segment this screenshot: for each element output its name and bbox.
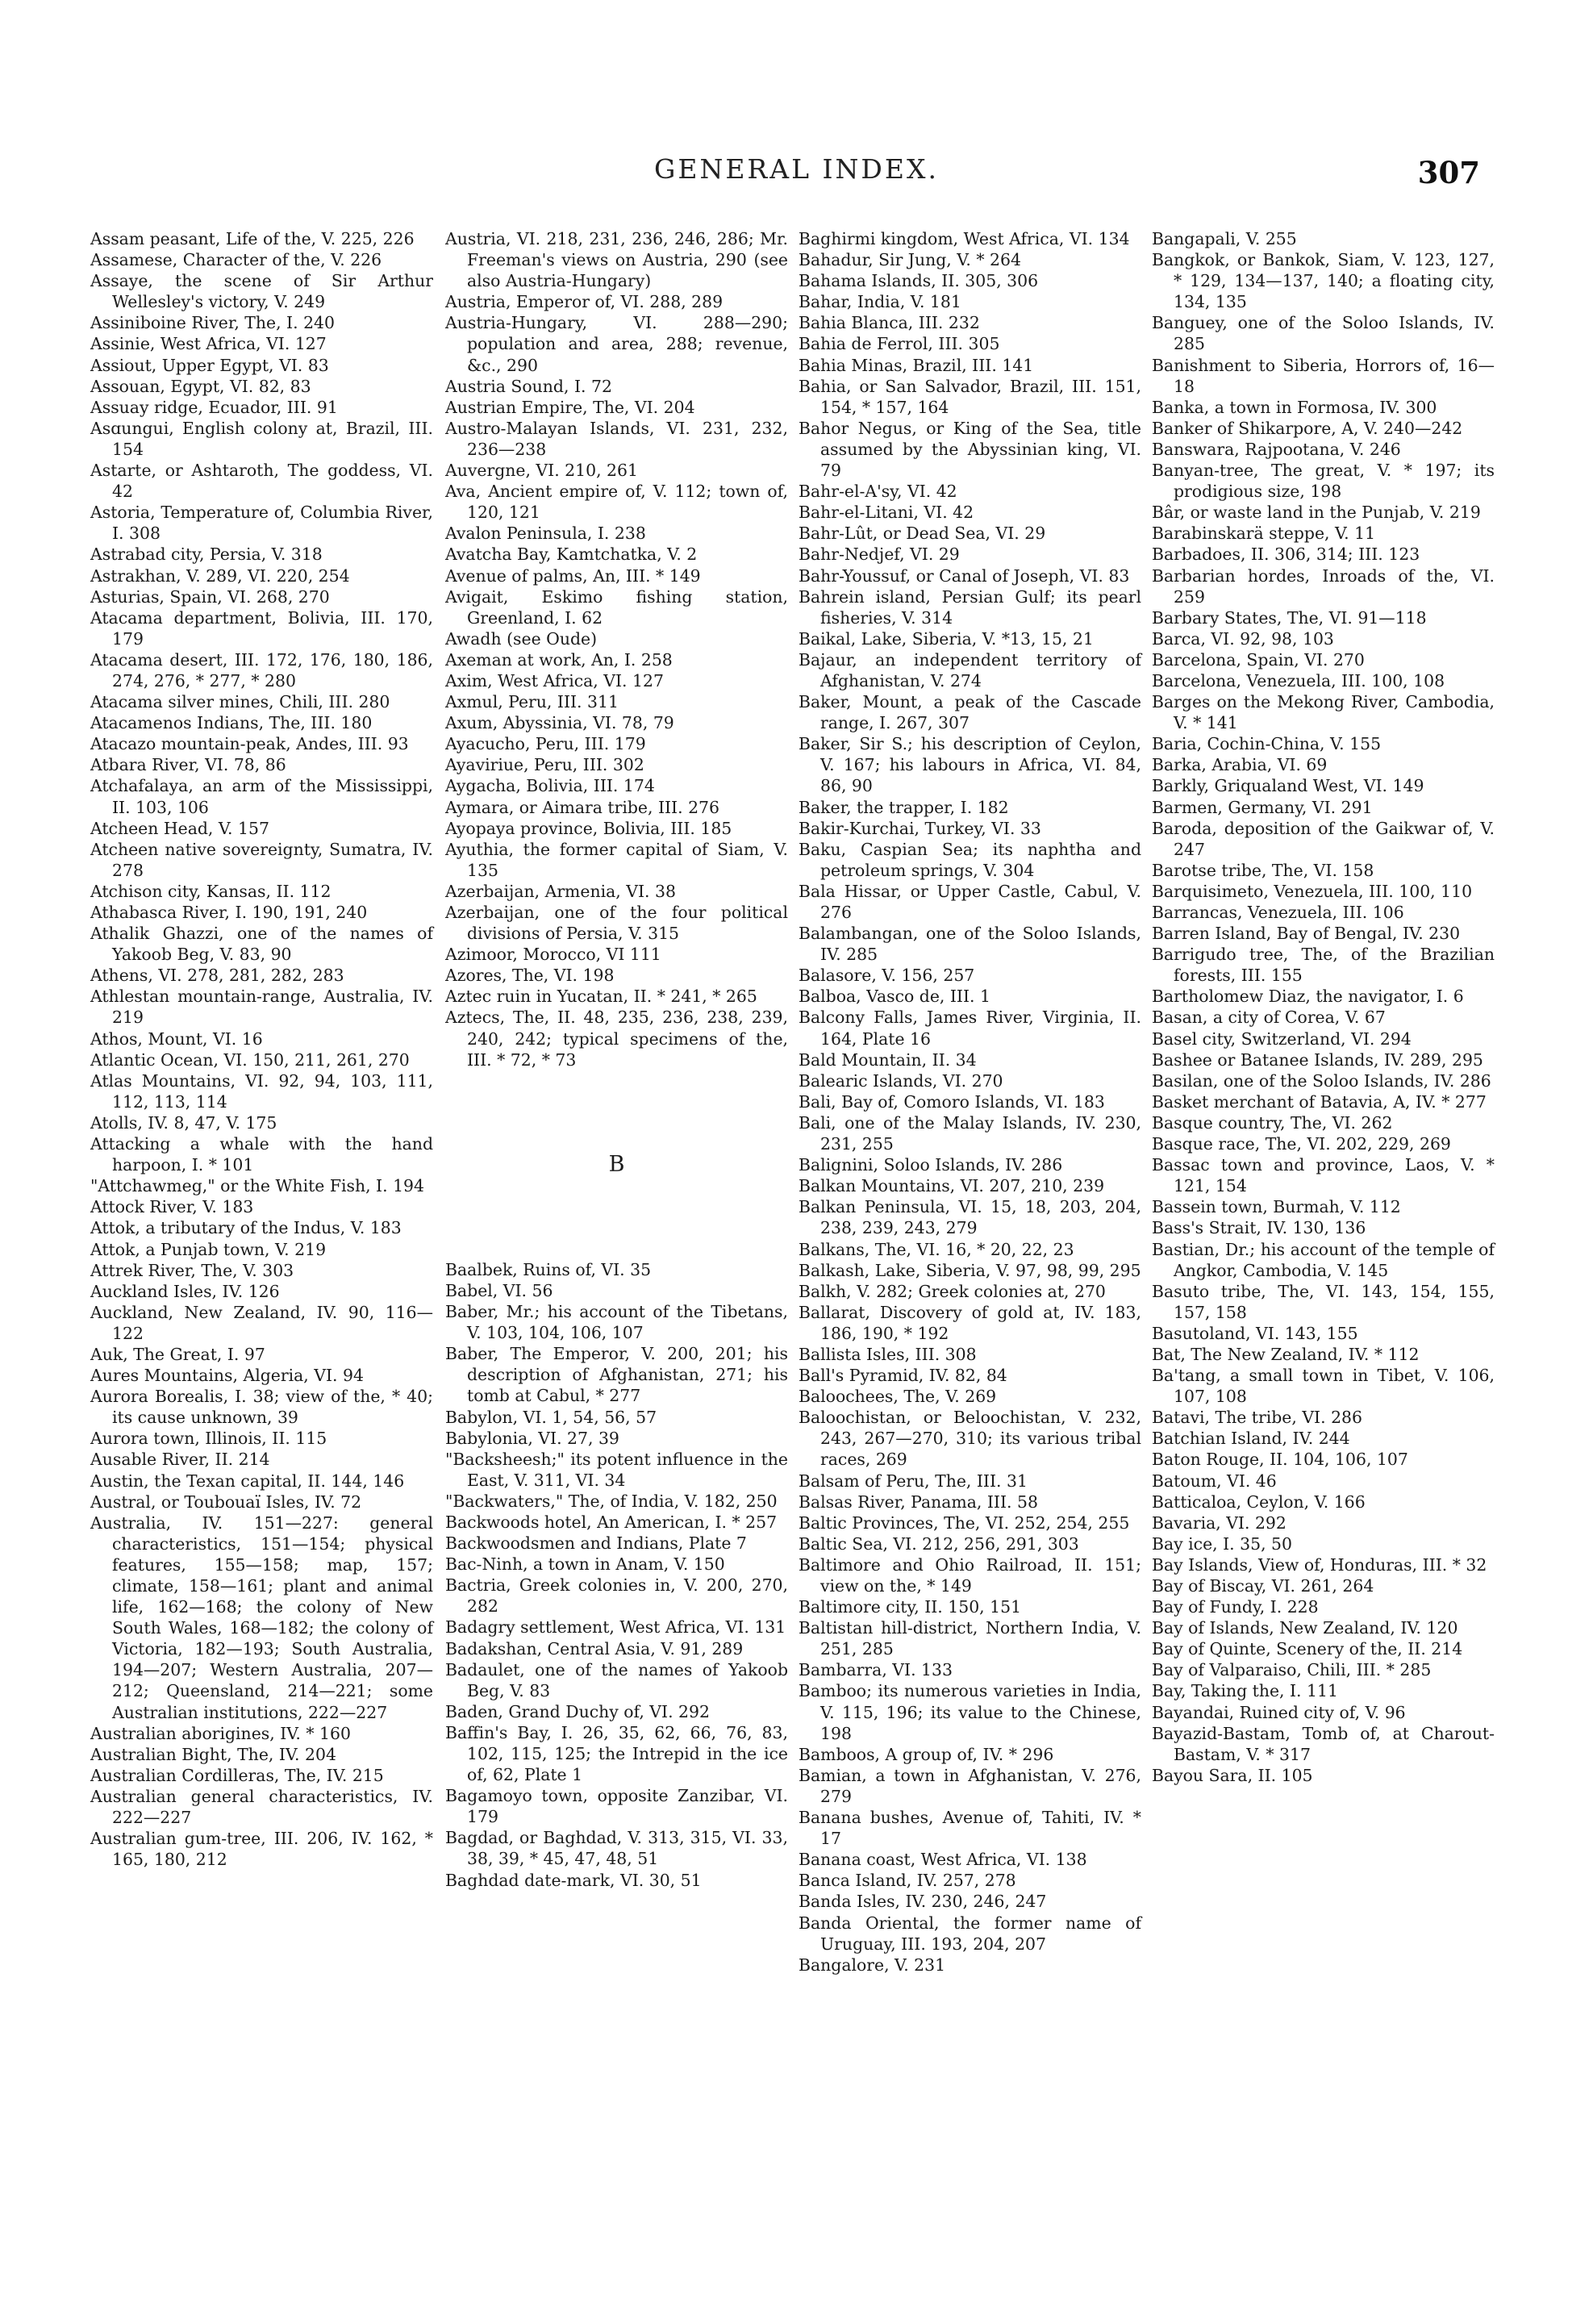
index-entry: Attok, a Punjab town, V. 219 — [90, 1239, 327, 1259]
index-entry: Bay of Quinte, Scenery of the, II. 214 — [1152, 1639, 1463, 1659]
index-entry: Balkash, Lake, Siberia, V. 97, 98, 99, 295 — [799, 1260, 1141, 1280]
index-entry: Barrigudo tree, The, of the Brazilian forests, III. 155 — [1152, 945, 1495, 986]
index-entry: Bassein town, Burmah, V. 112 — [1152, 1197, 1401, 1217]
index-entry: Attok, a tributary of the Indus, V. 183 — [90, 1218, 402, 1238]
index-column-3 — [799, 228, 1141, 1976]
index-entry: Baker, the trapper, I. 182 — [799, 797, 1009, 817]
index-entry: Atcheen Head, V. 157 — [90, 818, 269, 838]
index-entry: Bay of Islands, New Zealand, IV. 120 — [1152, 1618, 1458, 1638]
index-entry: Barbary States, The, VI. 91—118 — [1152, 607, 1427, 628]
index-entry: Baton Rouge, II. 104, 106, 107 — [1152, 1450, 1408, 1470]
index-entry: Astarte, or Ashtaroth, The goddess, VI. 42 — [90, 461, 433, 502]
index-entry: Austrian Empire, The, VI. 204 — [445, 397, 695, 417]
index-entry: Bay ice, I. 35, 50 — [1152, 1533, 1292, 1554]
index-entry: Bald Mountain, II. 34 — [799, 1049, 977, 1070]
index-entry: Ba'tang, a small town in Tibet, V. 106, 107, 108 — [1152, 1366, 1495, 1407]
index-entry: Axim, West Africa, VI. 127 — [445, 670, 664, 691]
index-entry: Babylonia, VI. 27, 39 — [445, 1428, 619, 1448]
index-entry: Assamese, Character of the, V. 226 — [90, 250, 382, 270]
index-entry: Bangalore, V. 231 — [799, 1955, 946, 1975]
index-entry: Balkans, The, VI. 16, * 20, 22, 23 — [799, 1239, 1074, 1259]
index-entry: Bay, Taking the, I. 111 — [1152, 1681, 1338, 1701]
index-entry: Basutoland, VI. 143, 155 — [1152, 1323, 1358, 1343]
index-entry: Astrabad city, Persia, V. 318 — [90, 544, 323, 565]
index-entry: Balsas River, Panama, III. 58 — [799, 1492, 1038, 1512]
index-entry: Astoria, Temperature of, Columbia River, I. 308 — [90, 503, 433, 544]
index-entry: Bavaria, VI. 292 — [1152, 1512, 1286, 1533]
index-entry: Balambangan, one of the Soloo Islands, IV. 285 — [799, 924, 1141, 965]
index-entry: Bamboo; its numerous varieties in India, V. 115, 196; its value to the Chinese, 198 — [799, 1681, 1141, 1743]
index-entry: Bangkok, or Bankok, Siam, V. 123, 127, * 129, 134—137, 140; a floating city, 134, 135 — [1152, 250, 1495, 312]
index-entry: Bahrein island, Persian Gulf; its pearl fisheries, V. 314 — [799, 586, 1141, 628]
index-entry: Barbarian hordes, Inroads of the, VI. 259 — [1152, 565, 1495, 607]
index-entry: Bahama Islands, II. 305, 306 — [799, 271, 1039, 291]
index-entry: Batoum, VI. 46 — [1152, 1471, 1277, 1491]
index-entry: Aurora town, Illinois, II. 115 — [90, 1429, 327, 1449]
index-entry: Baltic Sea, VI. 212, 256, 291, 303 — [799, 1533, 1079, 1554]
index-entry: Banda Isles, IV. 230, 246, 247 — [799, 1892, 1047, 1912]
index-entry: Bayazid-Bastam, Tomb of, at Charout-Bastam, V. * 317 — [1152, 1723, 1495, 1764]
index-entry: Asɑungui, English colony at, Brazil, III. 154 — [90, 418, 433, 459]
index-entry: Ayaviriue, Peru, III. 302 — [445, 755, 644, 775]
index-entry: Baku, Caspian Sea; its naphtha and petroleum springs, V. 304 — [799, 839, 1141, 880]
index-entry: Baghirmi kingdom, West Africa, VI. 134 — [799, 229, 1130, 248]
index-entry: Bayou Sara, II. 105 — [1152, 1765, 1313, 1785]
index-entry: Basket merchant of Batavia, A, IV. * 277 — [1152, 1091, 1487, 1112]
index-entry: Balearic Islands, VI. 270 — [799, 1070, 1003, 1091]
index-entry: Assiout, Upper Egypt, VI. 83 — [90, 355, 329, 375]
index-entry: Barcelona, Venezuela, III. 100, 108 — [1152, 670, 1445, 691]
index-entry: Baalbek, Ruins of, VI. 35 — [445, 1259, 652, 1279]
index-entry: Austria, Emperor of, VI. 288, 289 — [445, 292, 724, 312]
index-entry: Baltimore and Ohio Railroad, II. 151; view on the, * 149 — [799, 1554, 1141, 1596]
index-entry: Baltimore city, II. 150, 151 — [799, 1597, 1022, 1617]
index-entry: Batticaloa, Ceylon, V. 166 — [1152, 1492, 1366, 1512]
index-entry: Auckland, New Zealand, IV. 90, 116—122 — [90, 1302, 433, 1343]
index-entry: Balsam of Peru, The, III. 31 — [799, 1471, 1028, 1491]
index-entry: Bartholomew Diaz, the navigator, I. 6 — [1152, 987, 1464, 1007]
index-entry: Bahadur, Sir Jung, V. * 264 — [799, 250, 1021, 270]
index-entry: Bactria, Greek colonies in, V. 200, 270, 282 — [445, 1575, 788, 1617]
index-entry: Atchison city, Kansas, II. 112 — [90, 881, 332, 901]
index-entry: Bahr-el-Litani, VI. 42 — [799, 503, 974, 523]
index-entry: Azimoor, Morocco, VI 111 — [445, 945, 661, 965]
index-entry: Baden, Grand Duchy of, VI. 292 — [445, 1701, 710, 1721]
index-entry: Ball's Pyramid, IV. 82, 84 — [799, 1366, 1007, 1386]
index-entry: Australian Cordilleras, The, IV. 215 — [90, 1765, 384, 1785]
index-entry: Baker, Mount, a peak of the Cascade range, I. 267, 307 — [799, 692, 1141, 733]
index-entry: Bashee or Batanee Islands, IV. 289, 295 — [1152, 1049, 1483, 1070]
index-column-1 — [90, 228, 433, 1870]
index-entry: Balkan Mountains, VI. 207, 210, 239 — [799, 1176, 1105, 1196]
index-entry: Baber, Mr.; his account of the Tibetans, V. 103, 104, 106, 107 — [445, 1302, 788, 1343]
index-entry: Aures Mountains, Algeria, VI. 94 — [90, 1366, 364, 1386]
index-entry: Ballarat, Discovery of gold at, IV. 183, 186, 190, * 192 — [799, 1302, 1141, 1343]
index-entry: Azores, The, VI. 198 — [445, 966, 615, 986]
index-entry: Bay of Biscay, VI. 261, 264 — [1152, 1576, 1374, 1596]
index-entry: Barca, VI. 92, 98, 103 — [1152, 628, 1334, 649]
index-entry: Aztecs, The, II. 48, 235, 236, 238, 239, 240, 242; typical specimens of the, III. * 72, * 73 — [445, 1008, 788, 1070]
index-entry: Avalon Peninsula, I. 238 — [445, 524, 646, 544]
index-entry: Bamian, a town in Afghanistan, V. 276, 279 — [799, 1765, 1141, 1806]
index-entry: Balignini, Soloo Islands, IV. 286 — [799, 1155, 1063, 1175]
index-entry: Bay Islands, View of, Honduras, III. * 32 — [1152, 1554, 1487, 1575]
index-entry: Assam peasant, Life of the, V. 225, 226 — [90, 229, 415, 248]
index-entry: Asturias, Spain, VI. 268, 270 — [90, 586, 330, 607]
index-entry: "Backsheesh;" its potent influence in the East, V. 311, VI. 34 — [445, 1449, 788, 1490]
index-entry: Aygacha, Bolivia, III. 174 — [445, 776, 655, 796]
index-entry: Austral, or Toubouaï Isles, IV. 72 — [90, 1492, 362, 1512]
index-entry: Bahia Minas, Brazil, III. 141 — [799, 355, 1034, 375]
index-entry: Backwoodsmen and Indians, Plate 7 — [445, 1533, 747, 1554]
index-entry: Ayopaya province, Bolivia, III. 185 — [445, 818, 732, 838]
index-entry: Attock River, V. 183 — [90, 1197, 254, 1217]
index-entry: Attrek River, The, V. 303 — [90, 1260, 294, 1280]
index-column-2 — [445, 228, 788, 1891]
index-entry: Bajaur, an independent territory of Afghanistan, V. 274 — [799, 649, 1141, 691]
index-entry: Basan, a city of Corea, V. 67 — [1152, 1008, 1386, 1028]
index-entry: Ausable River, II. 214 — [90, 1450, 270, 1470]
index-entry: Barcelona, Spain, VI. 270 — [1152, 649, 1365, 670]
index-entry: Basque race, The, VI. 202, 229, 269 — [1152, 1134, 1451, 1154]
index-column-4 — [1152, 228, 1495, 1786]
index-entry: Athos, Mount, VI. 16 — [90, 1028, 263, 1049]
index-entry: Australian aborigines, IV. * 160 — [90, 1723, 351, 1743]
index-entry: Bahar, India, V. 181 — [799, 292, 961, 312]
index-entry: Baker, Sir S.; his description of Ceylon, V. 167; his labours in Africa, VI. 84, 86, 90 — [799, 734, 1141, 796]
index-entry: Avenue of palms, An, III. * 149 — [445, 565, 701, 586]
index-entry: Banca Island, IV. 257, 278 — [799, 1871, 1016, 1891]
index-entry: Austria, VI. 218, 231, 236, 246, 286; Mr. Freeman's views on Austria, 290 (see also Austria-Hungary) — [445, 229, 788, 291]
index-entry: Austria Sound, I. 72 — [445, 376, 612, 396]
index-entry: Bangapali, V. 255 — [1152, 229, 1297, 248]
index-entry: Atacazo mountain-peak, Andes, III. 93 — [90, 734, 409, 754]
index-entry: Badagry settlement, West Africa, VI. 131 — [445, 1617, 786, 1638]
index-entry: Avatcha Bay, Kamtchatka, V. 2 — [445, 544, 698, 565]
index-entry: Barren Island, Bay of Bengal, IV. 230 — [1152, 924, 1461, 944]
index-entry: Austria-Hungary, VI. 288—290; population and area, 288; revenue, &c., 290 — [445, 313, 788, 375]
index-entry: Baikal, Lake, Siberia, V. *13, 15, 21 — [799, 628, 1094, 649]
index-entry: Bali, one of the Malay Islands, IV. 230, 231, 255 — [799, 1112, 1141, 1154]
index-entry: Atacama desert, III. 172, 176, 180, 186, 274, 276, * 277, * 280 — [90, 649, 433, 691]
index-entry: Batchian Island, IV. 244 — [1152, 1429, 1350, 1449]
index-entry: Banana bushes, Avenue of, Tahiti, IV. * 17 — [799, 1808, 1141, 1849]
index-entry: Barrancas, Venezuela, III. 106 — [1152, 903, 1404, 922]
index-entry: Barges on the Mekong River, Cambodia, V. * 141 — [1152, 692, 1495, 733]
index-entry: Assouan, Egypt, VI. 82, 83 — [90, 376, 311, 396]
index-entry: Austin, the Texan capital, II. 144, 146 — [90, 1471, 405, 1491]
index-entry: Barbadoes, II. 306, 314; III. 123 — [1152, 544, 1420, 565]
index-entry: Atacama silver mines, Chili, III. 280 — [90, 692, 390, 712]
index-entry: Babel, VI. 56 — [445, 1280, 553, 1300]
index-entry: Atcheen native sovereignty, Sumatra, IV. 278 — [90, 839, 433, 880]
index-entry: Bassac town and province, Laos, V. * 121, 154 — [1152, 1155, 1495, 1196]
index-entry: Barotse tribe, The, VI. 158 — [1152, 860, 1374, 880]
index-entry: Aztec ruin in Yucatan, II. * 241, * 265 — [445, 987, 757, 1007]
index-entry: Badakshan, Central Asia, V. 91, 289 — [445, 1638, 744, 1659]
index-entry: Bahor Negus, or King of the Sea, title assumed by the Abyssinian king, VI. 79 — [799, 418, 1141, 481]
running-head: GENERAL INDEX. — [654, 153, 939, 185]
index-entry: Attacking a whale with the hand harpoon, I. * 101 — [90, 1134, 433, 1175]
index-entry: Ayuthia, the former capital of Siam, V. 135 — [445, 839, 788, 880]
index-entry: Azerbaijan, one of the four political divisions of Persia, V. 315 — [445, 903, 788, 944]
index-entry: Auvergne, VI. 210, 261 — [445, 461, 638, 481]
index-entry: Babylon, VI. 1, 54, 56, 57 — [445, 1407, 657, 1427]
index-entry: Australian gum-tree, III. 206, IV. 162, * 165, 180, 212 — [90, 1829, 433, 1870]
index-entry: Bahr-el-A'sy, VI. 42 — [799, 482, 957, 502]
index-entry: Ayacucho, Peru, III. 179 — [445, 734, 646, 754]
index-entry: Austro-Malayan Islands, VI. 231, 232, 236—238 — [445, 418, 788, 459]
index-entry: Astrakhan, V. 289, VI. 220, 254 — [90, 565, 350, 586]
index-entry: Bayandai, Ruined city of, V. 96 — [1152, 1702, 1406, 1722]
index-entry: Assinie, West Africa, VI. 127 — [90, 334, 327, 354]
index-entry: Bali, Bay of, Comoro Islands, VI. 183 — [799, 1091, 1105, 1112]
index-entry: Bat, The New Zealand, IV. * 112 — [1152, 1344, 1420, 1364]
index-entry: Atlas Mountains, VI. 92, 94, 103, 111, 112, 113, 114 — [90, 1070, 433, 1112]
index-entry: Bamboos, A group of, IV. * 296 — [799, 1744, 1054, 1764]
index-entry: Atacama department, Bolivia, III. 170, 179 — [90, 607, 433, 649]
index-entry: Baloochistan, or Beloochistan, V. 232, 243, 267—270, 310; its various tribal races, 269 — [799, 1408, 1141, 1470]
index-entry: Balkan Peninsula, VI. 15, 18, 203, 204, 238, 239, 243, 279 — [799, 1197, 1141, 1238]
index-entry: Barmen, Germany, VI. 291 — [1152, 797, 1373, 817]
index-entry: Barkly, Griqualand West, VI. 149 — [1152, 776, 1424, 796]
index-entry: Basel city, Switzerland, VI. 294 — [1152, 1028, 1412, 1049]
index-entry: Baria, Cochin-China, V. 155 — [1152, 734, 1382, 754]
index-entry: "Attchawmeg," or the White Fish, I. 194 — [90, 1176, 424, 1196]
index-entry: Aymara, or Aimara tribe, III. 276 — [445, 797, 719, 817]
section-letter: B — [608, 1151, 625, 1177]
index-entry: Athens, VI. 278, 281, 282, 283 — [90, 966, 344, 986]
index-entry: Bala Hissar, or Upper Castle, Cabul, V. 276 — [799, 881, 1141, 922]
index-entry: Bass's Strait, IV. 130, 136 — [1152, 1218, 1366, 1238]
index-entry: Baffin's Bay, I. 26, 35, 62, 66, 76, 83, 102, 115, 125; the Intrepid in the ice of, 62, Plate 1 — [445, 1722, 788, 1785]
index-entry: Australian Bight, The, IV. 204 — [90, 1744, 336, 1764]
index-entry: Basilan, one of the Soloo Islands, IV. 286 — [1152, 1070, 1491, 1091]
index-entry: Baltistan hill-district, Northern India, V. 251, 285 — [799, 1618, 1141, 1659]
index-entry: Athalik Ghazzi, one of the names of Yakoob Beg, V. 83, 90 — [90, 924, 433, 965]
index-entry: Atacamenos Indians, The, III. 180 — [90, 713, 373, 733]
index-entry: Aurora Borealis, I. 38; view of the, * 40; its cause unknown, 39 — [90, 1387, 433, 1428]
index-entry: Auckland Isles, IV. 126 — [90, 1281, 280, 1301]
index-entry: Bahia, or San Salvador, Brazil, III. 151, 154, * 157, 164 — [799, 376, 1141, 417]
index-entry: Batavi, The tribe, VI. 286 — [1152, 1408, 1362, 1428]
index-entry: Baroda, deposition of the Gaikwar of, V. 247 — [1152, 818, 1495, 859]
index-entry: Bambarra, VI. 133 — [799, 1660, 953, 1680]
index-entry: Bastian, Dr.; his account of the temple of Angkor, Cambodia, V. 145 — [1152, 1239, 1495, 1280]
index-entry: Bay of Fundy, I. 228 — [1152, 1597, 1319, 1617]
index-entry: Bahr-Youssuf, or Canal of Joseph, VI. 83 — [799, 565, 1130, 586]
index-entry: Baghdad date-mark, VI. 30, 51 — [445, 1870, 702, 1890]
index-entry: Barabinskarä steppe, V. 11 — [1152, 524, 1376, 544]
index-entry: Bay of Valparaiso, Chili, III. * 285 — [1152, 1660, 1432, 1680]
index-entry: Axum, Abyssinia, VI. 78, 79 — [445, 713, 674, 733]
index-entry: Basuto tribe, The, VI. 143, 154, 155, 157, 158 — [1152, 1281, 1495, 1322]
index-entry: Barquisimeto, Venezuela, III. 100, 110 — [1152, 881, 1473, 901]
index-entry: Atchafalaya, an arm of the Mississippi, II. 103, 106 — [90, 776, 433, 817]
index-entry: Banswara, Rajpootana, V. 246 — [1152, 439, 1401, 459]
index-entry: Athlestan mountain-range, Australia, IV. 219 — [90, 987, 433, 1028]
index-entry: Ballista Isles, III. 308 — [799, 1344, 977, 1364]
index-entry: Australia, IV. 151—227: general characteristics, 151—154; physical features, 155—158; map, 157; climate, 158—161; plant and animal life, 162—168; the colony of New South Wales, 168—182; the colony of Victoria, 182—193; South Australia, 194—207; Western Australia, 207—212; Queensland, 214—221; some Australian institutions, 222—227 — [90, 1512, 433, 1722]
index-entry: "Backwaters," The, of India, V. 182, 250 — [445, 1491, 778, 1511]
index-entry: Banda Oriental, the former name of Uruguay, III. 193, 204, 207 — [799, 1913, 1141, 1954]
index-entry: Bahia Blanca, III. 232 — [799, 313, 980, 333]
index-entry: Bagamoyo town, opposite Zanzibar, VI. 179 — [445, 1786, 788, 1827]
index-entry: Banyan-tree, The great, V. * 197; its prodigious size, 198 — [1152, 461, 1495, 502]
index-entry: Bakir-Kurchai, Turkey, VI. 33 — [799, 818, 1041, 838]
index-entry: Balboa, Vasco de, III. 1 — [799, 987, 990, 1007]
index-entry: Barka, Arabia, VI. 69 — [1152, 755, 1328, 775]
index-entry: Awadh (see Oude) — [445, 628, 598, 649]
index-entry: Atolls, IV. 8, 47, V. 175 — [90, 1112, 277, 1133]
index-entry: Baber, The Emperor, V. 200, 201; his description of Afghanistan, 271; his tomb at Cabul, * 277 — [445, 1344, 788, 1406]
index-entry: Banguey, one of the Soloo Islands, IV. 285 — [1152, 313, 1495, 354]
index-entry: Bahr-Lût, or Dead Sea, VI. 29 — [799, 524, 1046, 544]
index-entry: Bâr, or waste land in the Punjab, V. 219 — [1152, 503, 1481, 523]
index-entry: Balkh, V. 282; Greek colonies at, 270 — [799, 1281, 1106, 1301]
index-entry: Assiniboine River, The, I. 240 — [90, 313, 335, 333]
index-entry: Badaulet, one of the names of Yakoob Beg, V. 83 — [445, 1659, 788, 1700]
index-entry: Atbara River, VI. 78, 86 — [90, 755, 286, 775]
index-entry: Auk, The Great, I. 97 — [90, 1344, 265, 1364]
index-entry: Athabasca River, I. 190, 191, 240 — [90, 903, 368, 922]
index-entry: Ava, Ancient empire of, V. 112; town of, 120, 121 — [445, 482, 788, 523]
index-entry: Banka, a town in Formosa, IV. 300 — [1152, 397, 1437, 417]
index-entry: Axmul, Peru, III. 311 — [445, 692, 619, 712]
index-entry: Banker of Shikarpore, A, V. 240—242 — [1152, 418, 1463, 438]
index-entry: Bahia de Ferrol, III. 305 — [799, 334, 1000, 354]
index-entry: Avigait, Eskimo fishing station, Greenland, I. 62 — [445, 586, 788, 628]
index-entry: Basque country, The, VI. 262 — [1152, 1112, 1393, 1133]
index-entry: Banana coast, West Africa, VI. 138 — [799, 1850, 1087, 1870]
index-entry: Bagdad, or Baghdad, V. 313, 315, VI. 33, 38, 39, * 45, 47, 48, 51 — [445, 1828, 788, 1869]
index-entry: Assaye, the scene of Sir Arthur Wellesley's victory, V. 249 — [90, 271, 433, 312]
index-entry: Assuay ridge, Ecuador, III. 91 — [90, 397, 338, 417]
index-entry: Balcony Falls, James River, Virginia, II. 164, Plate 16 — [799, 1008, 1141, 1049]
index-entry: Backwoods hotel, An American, I. * 257 — [445, 1512, 778, 1532]
index-entry: Azerbaijan, Armenia, VI. 38 — [445, 881, 676, 901]
index-entry: Axeman at work, An, I. 258 — [445, 649, 673, 670]
index-entry: Atlantic Ocean, VI. 150, 211, 261, 270 — [90, 1049, 410, 1070]
index-entry: Bac-Ninh, a town in Anam, V. 150 — [445, 1554, 725, 1575]
index-entry: Baloochees, The, V. 269 — [799, 1387, 997, 1407]
index-entry: Banishment to Siberia, Horrors of, 16—18 — [1152, 355, 1495, 396]
index-entry: Baltic Provinces, The, VI. 252, 254, 255 — [799, 1512, 1130, 1533]
index-entry: Australian general characteristics, IV. 222—227 — [90, 1786, 433, 1828]
page-number: 307 — [1417, 155, 1480, 190]
index-entry: Balasore, V. 156, 257 — [799, 966, 975, 986]
index-entry: Bahr-Nedjef, VI. 29 — [799, 544, 960, 565]
